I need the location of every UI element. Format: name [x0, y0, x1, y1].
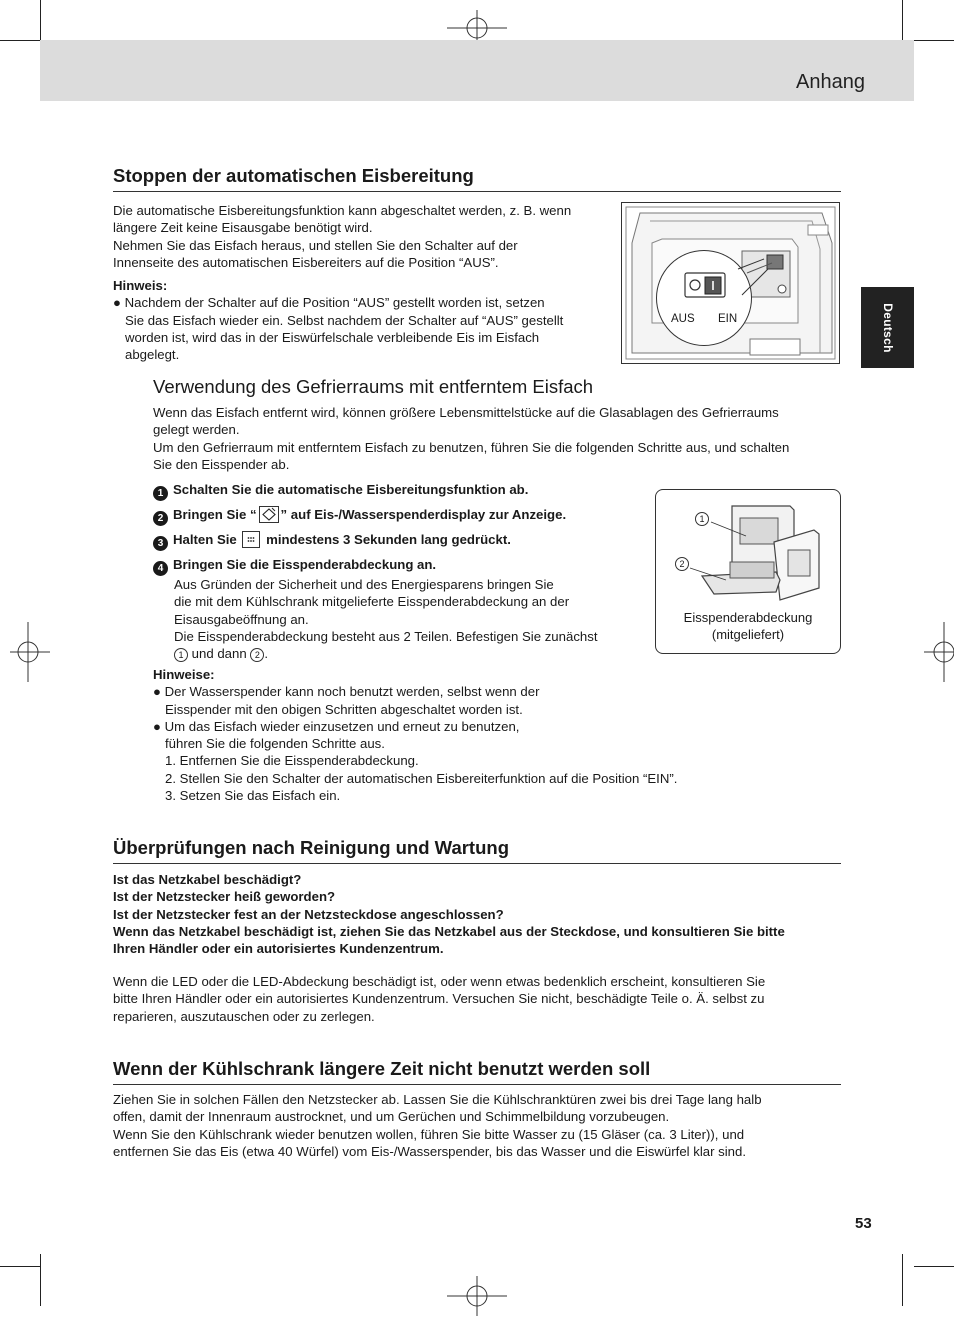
registration-mark-left	[0, 622, 60, 682]
section-title-stop-ice: Stoppen der automatischen Eisbereitung	[113, 165, 841, 192]
page-number: 53	[855, 1215, 872, 1232]
section1-paragraph: Die automatische Eisbereitungsfunktion kann abgeschaltet werden, z. B. wenn längere Zeit keine Eisausgabe benötigt wird. Nehmen Sie das Eisfach heraus, und stellen Sie den Schalter auf der Innenseite des automatischen Eisbereiters auf die Position “AUS”.	[113, 203, 572, 270]
step-number: 3	[153, 536, 168, 551]
registration-mark-right	[914, 622, 954, 682]
header-band	[40, 40, 914, 101]
ice-maker-switch-figure	[621, 202, 840, 364]
page-title: Anhang	[796, 71, 865, 93]
notes-label: Hinweise:	[153, 667, 215, 682]
section-title-checks-after-cleaning: Überprüfungen nach Reinigung und Wartung	[113, 837, 841, 864]
section1-note: Hinweis: ● Nachdem der Schalter auf die Position “AUS” gestellt worden ist, setzen Sie das Eisfach wieder ein. Selbst nachdem der Schalter auf “AUS” gestellt worden ist, wird das in der Eiswürfelschale verbleibende Eis im Eisfach abgelegt.	[113, 277, 613, 363]
step-3: 3 Halten Sie mindestens 3 Sekunden lang gedrückt.	[153, 531, 511, 551]
ice-dispense-icon	[259, 506, 279, 523]
switch-on-label: EIN	[718, 313, 738, 325]
step-number: 1	[153, 486, 168, 501]
switch-off-label: AUS	[671, 313, 695, 325]
note-label: Hinweis:	[113, 278, 168, 293]
section-title-long-term-nonuse: Wenn der Kühlschrank längere Zeit nicht benutzt werden soll	[113, 1058, 841, 1085]
callout-1: 1	[695, 512, 709, 526]
section2-paragraph: Wenn das Eisfach entfernt wird, können größere Lebensmittelstücke auf die Glasablagen des Gefrierraums gelegt werden. Um den Gefrierraum mit entferntem Eisfach zu benutzen, führen Sie die folgenden Schritte aus, und schalten Sie den Eisspender ab.	[153, 405, 790, 472]
callout-2: 2	[675, 557, 689, 571]
step-2: 2 Bringen Sie “ ” auf Eis-/Wasserspenderdisplay zur Anzeige.	[153, 506, 566, 526]
section2-notes: Hinweise: ● Der Wasserspender kann noch benutzt werden, selbst wenn der Eisspender mit den obigen Schritten abgeschaltet worden ist. ● Um das Eisfach wieder einzusetzen und erneut zu benutzen, führen Sie die folgenden Schritte aus. 1. Entfernen Sie die Eisspenderabdeckung. 2. Stellen Sie den Schalter der automatischen Eisbereiterfunktion auf die Position “EIN”. 3. Setzen Sie das Eisfach ein.	[153, 666, 853, 804]
step-1: 1 Schalten Sie die automatische Eisbereitungsfunktion ab.	[153, 481, 528, 501]
step-4: 4 Bringen Sie die Eisspenderabdeckung an. Aus Gründen der Sicherheit und des Energiesparens bringen Sie die mit dem Kühlschrank mitgelieferte Eisspenderabdeckung an der Eisausgabeöffnung an. Die Eisspenderabdeckung besteht aus 2 Teilen. Befestigen Sie zunächst 1 und dann 2 .	[153, 556, 643, 662]
dispenser-cover-figure	[655, 489, 841, 654]
figure-caption: Eisspenderabdeckung (mitgeliefert)	[683, 610, 813, 642]
section3-checklist: Ist das Netzkabel beschädigt? Ist der Netzstecker heiß geworden? Ist der Netzstecker fest an der Netzsteckdose angeschlossen? Wenn das Netzkabel beschädigt ist, ziehen Sie das Netzkabel aus der Steckdose, und konsultieren Sie bitte Ihren Händler oder ein autorisiertes Kundenzentrum.	[113, 872, 785, 957]
registration-mark-bottom	[447, 1266, 507, 1326]
step-number: 2	[153, 511, 168, 526]
step-number: 4	[153, 561, 168, 576]
section4-paragraph: Ziehen Sie in solchen Fällen den Netzstecker ab. Lassen Sie die Kühlschranktüren zwei bis drei Tage lang halb offen, damit der Innenraum austrocknet, und um Gerüchen und Schimmelbildung vorzubeugen. Wenn Sie den Kühlschrank wieder benutzen wollen, führen Sie bitte Wasser zu (15 Gläser (ca. 3 Liter)), und entfernen Sie das Eis (etwa 40 Würfel) vom Eis-/Wasserspender, bis das Wasser und die Eiswürfel klar sind.	[113, 1092, 762, 1159]
language-tab	[861, 287, 914, 368]
lock-key-icon	[242, 531, 260, 548]
section3-paragraph: Wenn die LED oder die LED-Abdeckung beschädigt ist, oder wenn etwas bedenklich erscheint, konsultieren Sie bitte Ihren Händler oder ein autorisiertes Kundenzentrum. Versuchen Sie nicht, beschädigte Teile o. Ä. selbst zu reparieren, auszutauschen oder zu zerlegen.	[113, 974, 766, 1024]
section-title-freezer-without-icebox: Verwendung des Gefrierraums mit entferntem Eisfach	[153, 376, 594, 397]
language-tab-label: Deutsch	[880, 302, 895, 353]
dispenser-cover-illustration	[656, 490, 840, 610]
magnifier-lines	[622, 203, 839, 363]
